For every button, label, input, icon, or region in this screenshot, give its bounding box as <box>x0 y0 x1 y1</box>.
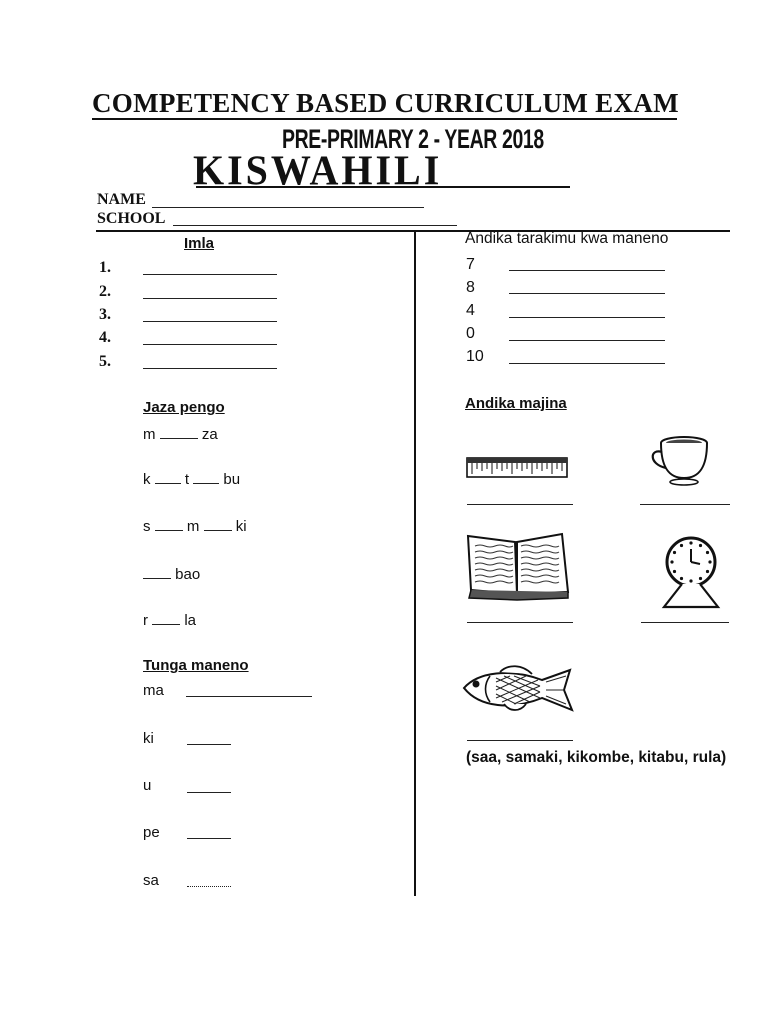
syllable: r <box>143 612 148 629</box>
picture-name-line[interactable] <box>467 504 573 505</box>
gap-blank[interactable] <box>152 610 180 625</box>
exam-title: COMPETENCY BASED CURRICULUM EXAM <box>92 88 679 118</box>
syllable: k <box>143 471 151 488</box>
tunga-syllable: sa <box>143 872 159 889</box>
digit-word-line[interactable] <box>509 293 665 294</box>
fish-picture <box>460 664 576 716</box>
gap-blank[interactable] <box>143 564 171 579</box>
cup-picture <box>646 434 712 488</box>
tunga-syllable: pe <box>143 824 160 841</box>
jaza-pengo-item <box>143 610 196 629</box>
digit: 10 <box>466 348 484 365</box>
syllable: m <box>143 426 156 443</box>
tunga-answer-line[interactable] <box>187 744 231 745</box>
tarakimu-heading: Andika tarakimu kwa maneno <box>465 230 669 247</box>
column-divider <box>414 230 416 896</box>
imla-answer-line[interactable] <box>143 321 277 322</box>
digit: 8 <box>466 279 475 296</box>
school-label: SCHOOL <box>97 210 166 227</box>
school-field[interactable] <box>173 225 457 226</box>
imla-number: 5. <box>99 353 111 370</box>
picture-name-line[interactable] <box>467 740 573 741</box>
majina-heading: Andika majina <box>465 395 567 412</box>
syllable: bao <box>175 566 201 583</box>
jaza-pengo-item <box>143 424 218 443</box>
digit: 7 <box>466 256 475 273</box>
tunga-answer-line[interactable] <box>187 792 231 793</box>
syllable: m <box>186 518 200 535</box>
word-options: (saa, samaki, kikombe, kitabu, rula) <box>466 749 727 766</box>
syllable: ki <box>235 518 247 535</box>
syllable: s <box>143 518 151 535</box>
book-picture <box>465 528 571 602</box>
digit: 0 <box>466 325 475 342</box>
digit-word-line[interactable] <box>509 270 665 271</box>
tunga-answer-line[interactable] <box>186 696 312 697</box>
clock-picture <box>660 534 722 610</box>
tunga-syllable: ki <box>143 730 154 747</box>
gap-blank[interactable] <box>160 424 198 439</box>
jaza-pengo-item <box>143 469 240 488</box>
imla-answer-line[interactable] <box>143 274 277 275</box>
digit-word-line[interactable] <box>509 317 665 318</box>
jaza-pengo-item <box>143 564 200 583</box>
exam-level-year: PRE-PRIMARY 2 - YEAR 2018 <box>282 124 544 154</box>
gap-blank[interactable] <box>204 516 232 531</box>
picture-name-line[interactable] <box>641 622 729 623</box>
tunga-answer-line[interactable] <box>187 838 231 839</box>
picture-name-line[interactable] <box>467 622 573 623</box>
ruler-picture <box>466 457 568 479</box>
picture-name-line[interactable] <box>640 504 730 505</box>
imla-answer-line[interactable] <box>143 298 277 299</box>
digit-word-line[interactable] <box>509 340 665 341</box>
name-field[interactable] <box>152 207 424 208</box>
subject-title-underline <box>196 186 570 188</box>
digit: 4 <box>466 302 475 319</box>
imla-answer-line[interactable] <box>143 344 277 345</box>
tunga-maneno-heading: Tunga maneno <box>143 657 249 674</box>
imla-number: 4. <box>99 329 111 346</box>
imla-number: 2. <box>99 283 111 300</box>
imla-number: 1. <box>99 259 111 276</box>
imla-heading: Imla <box>184 235 215 252</box>
syllable: la <box>184 612 197 629</box>
exam-title-underline <box>92 118 677 120</box>
syllable: t <box>184 471 190 488</box>
syllable: bu <box>223 471 241 488</box>
gap-blank[interactable] <box>193 469 219 484</box>
subject-title: KISWAHILI <box>193 146 443 195</box>
tunga-syllable: ma <box>143 682 164 699</box>
syllable: za <box>201 426 218 443</box>
imla-answer-line[interactable] <box>143 368 277 369</box>
tunga-answer-line[interactable] <box>187 886 231 887</box>
jaza-pengo-item <box>143 516 247 535</box>
gap-blank[interactable] <box>155 516 183 531</box>
jaza-pengo-heading: Jaza pengo <box>143 399 225 416</box>
imla-number: 3. <box>99 306 111 323</box>
digit-word-line[interactable] <box>509 363 665 364</box>
gap-blank[interactable] <box>155 469 181 484</box>
tunga-syllable: u <box>143 777 152 794</box>
name-label: NAME <box>97 191 146 208</box>
